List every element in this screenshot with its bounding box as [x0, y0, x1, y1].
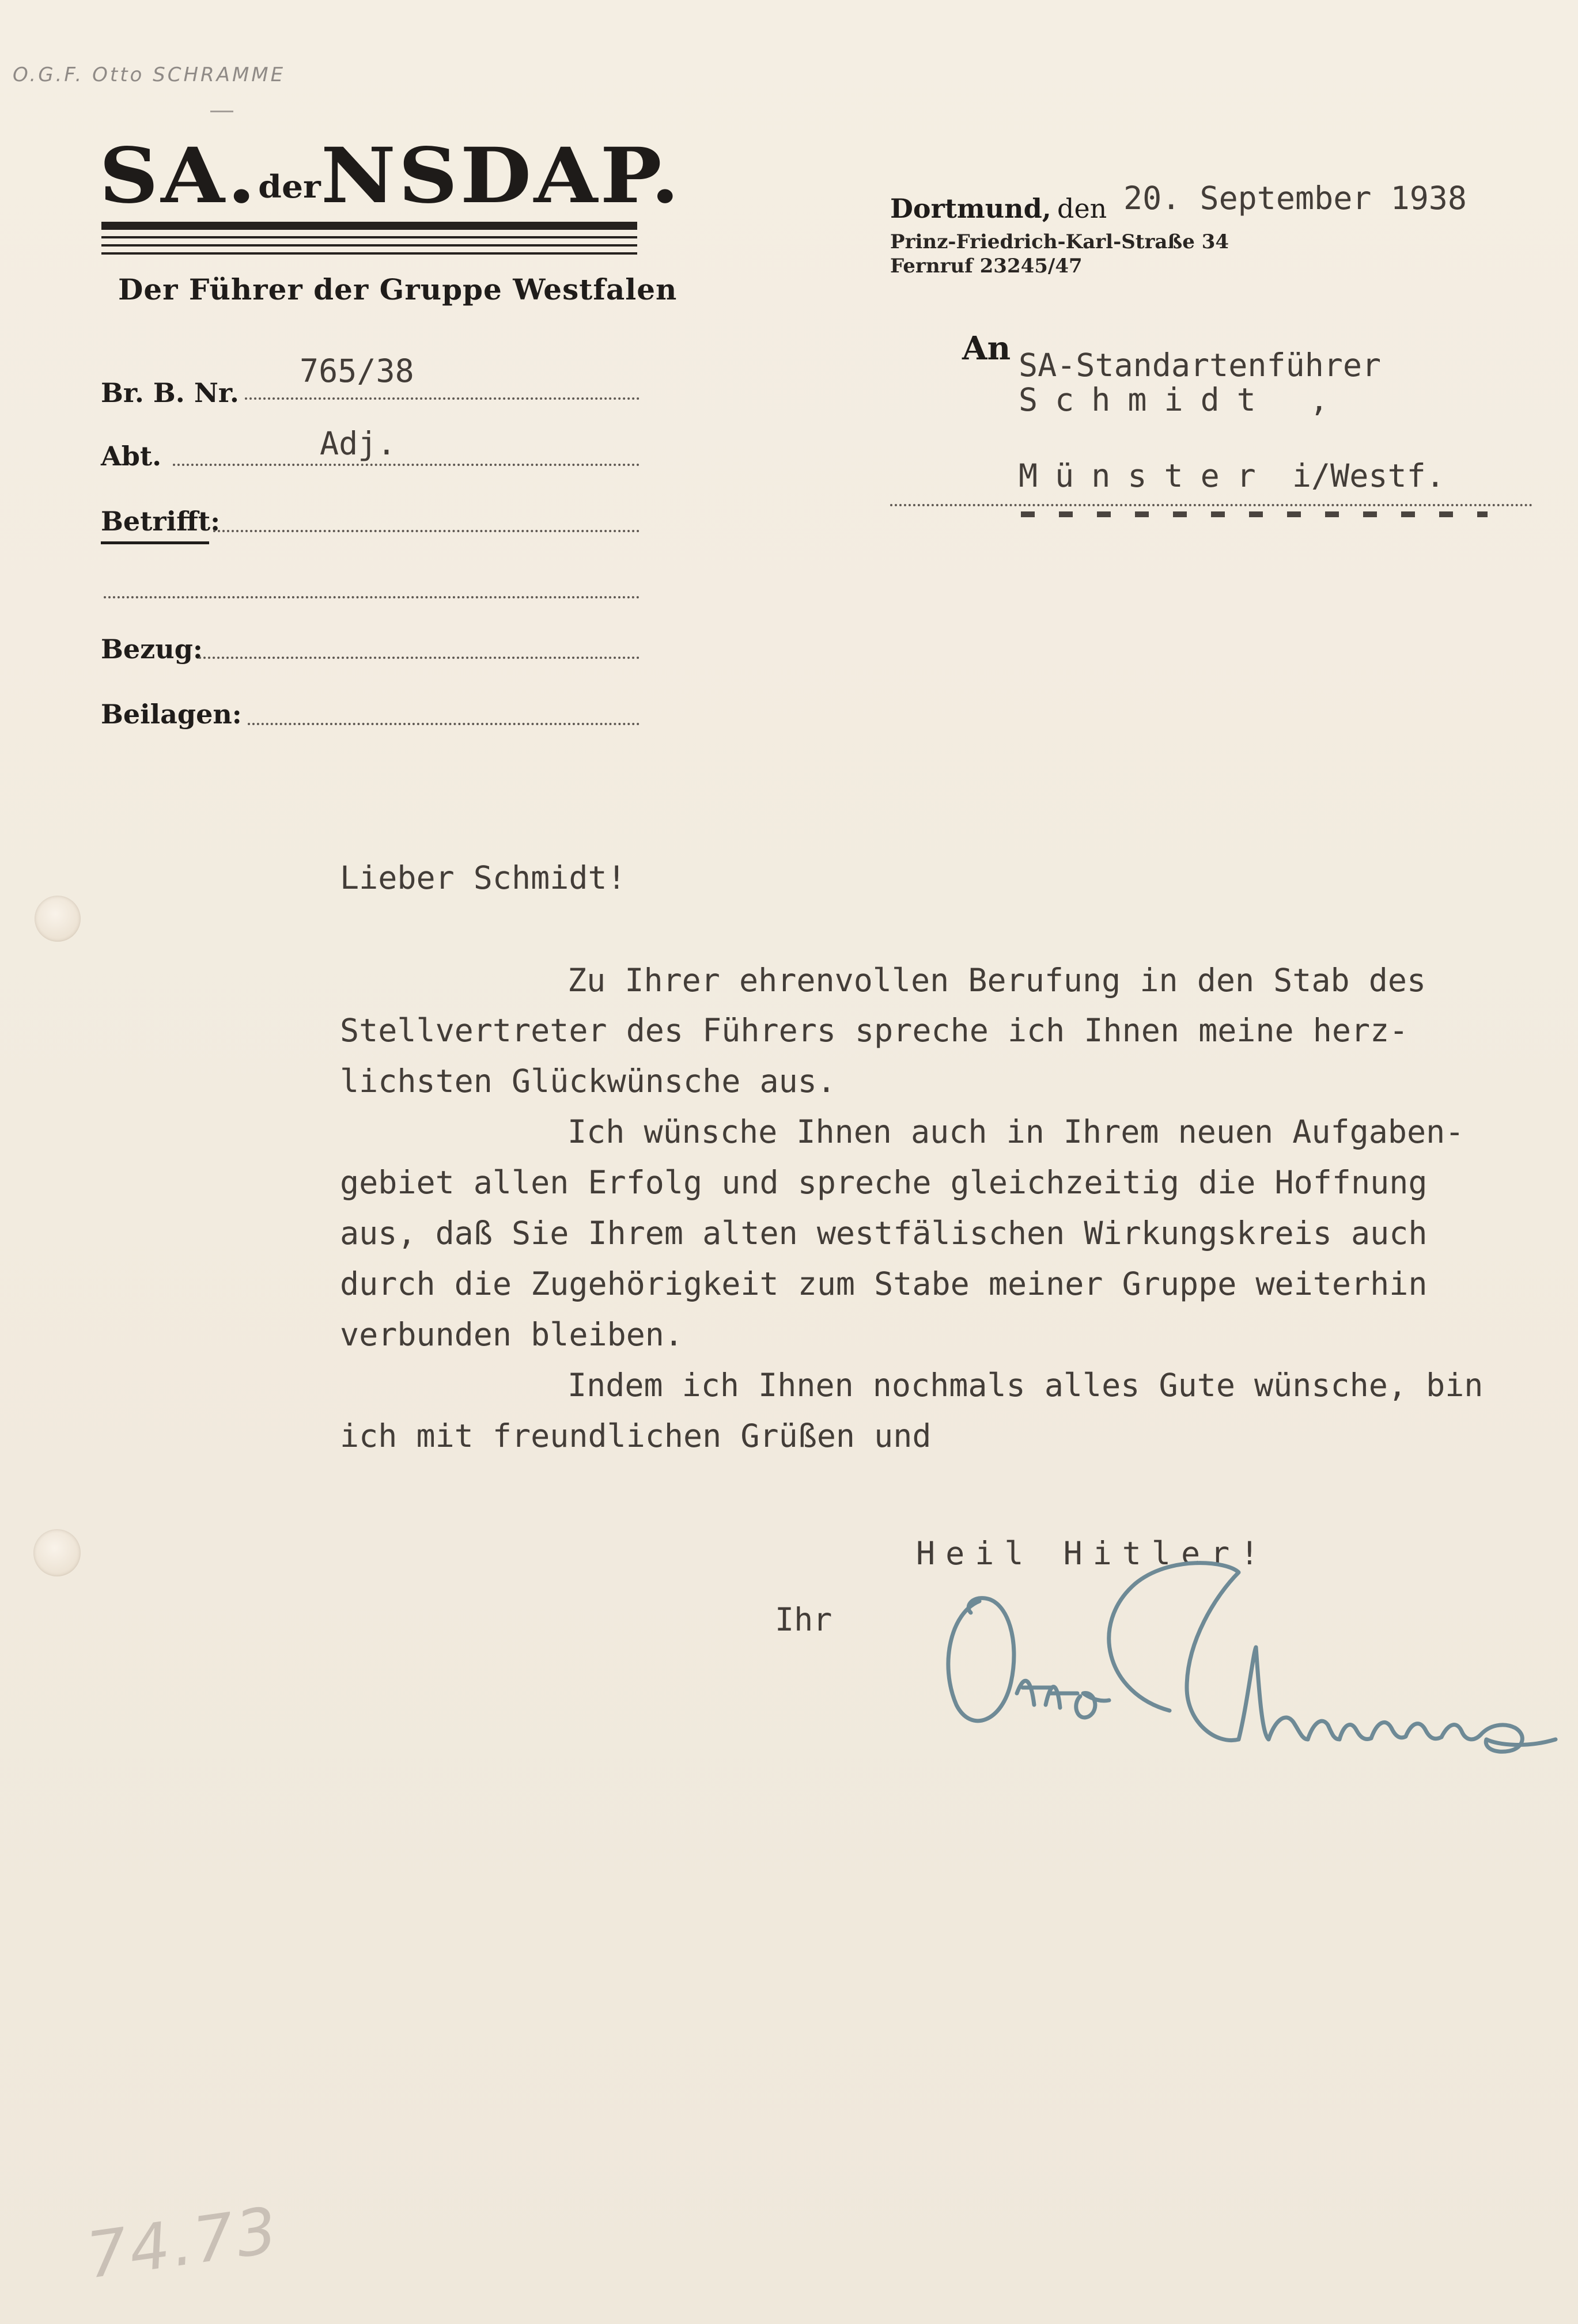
recipient-line-3: Münster i/Westf. — [1019, 457, 1445, 494]
body-line: durch die Zugehörigkeit zum Stabe meiner Gruppe weiterhin — [340, 1265, 1428, 1302]
br-b-nr-dotline — [245, 397, 639, 400]
br-b-nr-value: 765/38 — [300, 352, 414, 389]
recipient-underline — [1021, 511, 1488, 517]
body-line: verbunden bleiben. — [340, 1316, 684, 1353]
recipient-line-2: Schmidt , — [1019, 381, 1346, 418]
bezug-label: Bezug: — [101, 634, 203, 665]
letterhead-rule-thin-1 — [101, 236, 637, 238]
abt-value: Adj. — [320, 425, 396, 462]
pencil-annotation: O.G.F. Otto SCHRAMME — [13, 63, 286, 86]
betrifft-dotline-2 — [104, 596, 639, 598]
bezug-dotline — [199, 657, 639, 659]
recipient-dotline — [890, 504, 1532, 506]
handwritten-signature — [916, 1549, 1578, 1780]
betrifft-label: Betrifft: — [101, 506, 221, 537]
body-line: Indem ich Ihnen nochmals alles Gute wünsche, bin — [567, 1367, 1484, 1404]
betrifft-underline — [101, 541, 209, 544]
filing-hole-bottom — [33, 1529, 81, 1576]
pencil-underline — [210, 111, 233, 112]
abt-dotline — [173, 464, 639, 466]
letterhead-rule-thin-3 — [101, 252, 637, 255]
letterhead-logo: SA.derNSDAP. — [99, 131, 682, 221]
letterhead-rule-thin-2 — [101, 244, 637, 247]
closing-ihr: Ihr — [775, 1601, 832, 1638]
betrifft-dotline-1 — [213, 530, 639, 532]
street-address: Prinz-Friedrich-Karl-Straße 34 — [890, 230, 1229, 253]
letterhead-subtitle: Der Führer der Gruppe Westfalen — [118, 272, 678, 306]
recipient-line-1: SA-Standartenführer — [1019, 347, 1382, 384]
an-label: An — [962, 329, 1011, 367]
body-line: Ich wünsche Ihnen auch in Ihrem neuen Aufgaben- — [567, 1113, 1465, 1150]
city-name: Dortmund, — [890, 193, 1051, 224]
body-line: Zu Ihrer ehrenvollen Berufung in den Stab des — [567, 962, 1426, 999]
beilagen-dotline — [248, 723, 639, 725]
abt-label: Abt. — [101, 441, 162, 472]
letterhead-rule-thick — [101, 222, 637, 230]
filing-hole-top — [35, 896, 81, 942]
body-line: Stellvertreter des Führers spreche ich Ihnen meine herz- — [340, 1012, 1409, 1049]
den-word: den — [1057, 193, 1107, 224]
beilagen-label: Beilagen: — [101, 699, 242, 730]
br-b-nr-label: Br. B. Nr. — [101, 377, 239, 408]
body-line: lichsten Glückwünsche aus. — [340, 1063, 836, 1100]
letter-date: 20. September 1938 — [1123, 180, 1467, 217]
salutation: Lieber Schmidt! — [340, 859, 626, 896]
pencil-corner-number: 74.73 — [82, 2193, 284, 2293]
phone-number: Fernruf 23245/47 — [890, 255, 1083, 278]
body-line: gebiet allen Erfolg und spreche gleichzeitig die Hoffnung — [340, 1164, 1428, 1201]
closing-greeting: Heil Hitler! — [916, 1535, 1270, 1572]
body-line: ich mit freundlichen Grüßen und — [340, 1417, 932, 1454]
body-line: aus, daß Sie Ihrem alten westfälischen Wirkungskreis auch — [340, 1215, 1428, 1252]
